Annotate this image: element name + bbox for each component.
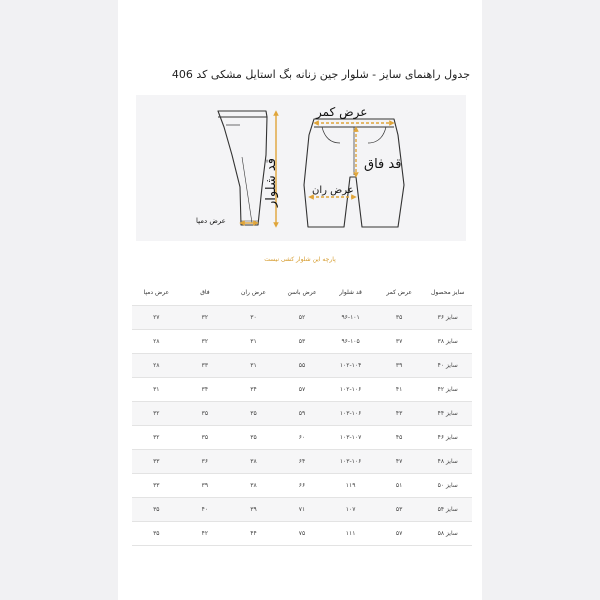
table-cell: ۳۲ <box>132 426 181 450</box>
table-cell: ۳۵ <box>132 498 181 522</box>
table-row <box>132 426 472 450</box>
hem-label: عرض دمپا <box>196 217 226 225</box>
table-cell: ۴۲ <box>181 522 230 546</box>
header-hip: عرض باسن <box>278 279 327 306</box>
front-view-pants <box>304 119 404 227</box>
table-cell: ۳۶ <box>181 450 230 474</box>
table-cell: سایز ۵۰ <box>423 474 472 498</box>
length-label: قد شلوار <box>264 158 279 207</box>
fabric-note: پارچه این شلوار کشی نیست <box>264 256 336 263</box>
table-cell: ۴۵ <box>375 426 424 450</box>
header-rise: فاق <box>181 279 230 306</box>
page-title: جدول راهنمای سایز - شلوار جین زنانه بگ استایل مشکی کد 406 <box>171 68 470 81</box>
table-cell: ۳۵ <box>229 402 278 426</box>
table-cell: ۶۴ <box>278 450 327 474</box>
table-cell: سایز ۴۴ <box>423 402 472 426</box>
table-cell: ۵۲ <box>278 306 327 330</box>
side-view-pants <box>218 111 267 225</box>
table-cell: ۲۸ <box>132 354 181 378</box>
table-cell: ۳۱ <box>132 378 181 402</box>
waist-label: عرض کمر <box>316 105 368 119</box>
table-cell: ۵۳ <box>375 498 424 522</box>
table-header-row <box>132 279 472 306</box>
table-cell: ۳۹ <box>229 498 278 522</box>
table-cell: ۲۷ <box>132 306 181 330</box>
table-row <box>132 306 472 330</box>
table-cell: سایز ۴۶ <box>423 426 472 450</box>
table-row <box>132 450 472 474</box>
table-cell: ۳۱ <box>229 354 278 378</box>
table-cell: ۱۰۲-۱۰۴ <box>326 354 375 378</box>
table-cell: ۳۵ <box>181 426 230 450</box>
header-length: قد شلوار <box>326 279 375 306</box>
table-cell: سایز ۴۸ <box>423 450 472 474</box>
table-cell: ۵۳ <box>278 330 327 354</box>
table-cell: ۲۸ <box>132 330 181 354</box>
table-cell: سایز ۴۰ <box>423 354 472 378</box>
table-cell: ۳۵ <box>229 426 278 450</box>
table-cell: ۴۴ <box>229 522 278 546</box>
table-cell: ۵۱ <box>375 474 424 498</box>
table-cell: ۳۸ <box>229 474 278 498</box>
table-cell: سایز ۳۸ <box>423 330 472 354</box>
table-row <box>132 522 472 546</box>
table-cell: ۱۰۳-۱۰۶ <box>326 402 375 426</box>
header-thigh: عرض ران <box>229 279 278 306</box>
table-cell: ۳۹ <box>375 354 424 378</box>
table-cell: ۴۰ <box>181 498 230 522</box>
table-row <box>132 498 472 522</box>
table-cell: ۳۵ <box>181 402 230 426</box>
table-cell: ۳۰ <box>229 306 278 330</box>
table-cell: ۳۴ <box>229 378 278 402</box>
header-hem: عرض دمپا <box>132 279 181 306</box>
table-cell: ۳۲ <box>132 402 181 426</box>
table-cell: ۷۱ <box>278 498 327 522</box>
table-row <box>132 474 472 498</box>
table-cell: ۱۱۹ <box>326 474 375 498</box>
table-cell: ۳۲ <box>181 306 230 330</box>
table-row <box>132 402 472 426</box>
pants-illustration <box>136 95 466 241</box>
table-cell: ۹۶-۱۰۵ <box>326 330 375 354</box>
table-cell: ۳۵ <box>375 306 424 330</box>
table-row <box>132 330 472 354</box>
table-cell: ۴۷ <box>375 450 424 474</box>
table-cell: ۴۱ <box>375 378 424 402</box>
table-cell: سایز ۳۶ <box>423 306 472 330</box>
table-cell: ۴۳ <box>375 402 424 426</box>
table-cell: سایز ۵۸ <box>423 522 472 546</box>
table-cell: ۳۲ <box>181 330 230 354</box>
table-row <box>132 354 472 378</box>
header-waist: عرض کمر <box>375 279 424 306</box>
table-cell: ۵۷ <box>375 522 424 546</box>
table-cell: ۶۶ <box>278 474 327 498</box>
table-cell: ۱۱۱ <box>326 522 375 546</box>
table-cell: ۳۹ <box>181 474 230 498</box>
table-cell: ۷۵ <box>278 522 327 546</box>
table-cell: ۶۰ <box>278 426 327 450</box>
right-background-strip <box>482 0 600 600</box>
size-diagram <box>136 95 466 241</box>
thigh-label: عرض ران <box>312 185 354 196</box>
table-cell: ۵۹ <box>278 402 327 426</box>
table-cell: ۳۷ <box>375 330 424 354</box>
header-size: سایز محصول <box>423 279 472 306</box>
table-cell: ۳۸ <box>229 450 278 474</box>
table-cell: ۳۴ <box>181 378 230 402</box>
left-background-strip <box>0 0 118 600</box>
table-row <box>132 378 472 402</box>
table-cell: ۱۰۲-۱۰۶ <box>326 378 375 402</box>
table-cell: ۳۳ <box>181 354 230 378</box>
rise-label: قد فاق <box>364 157 402 172</box>
table-cell: ۱۰۳-۱۰۷ <box>326 426 375 450</box>
table-cell: ۹۶-۱۰۱ <box>326 306 375 330</box>
table-cell: ۳۱ <box>229 330 278 354</box>
table-cell: ۱۰۳-۱۰۶ <box>326 450 375 474</box>
table-cell: ۵۷ <box>278 378 327 402</box>
table-cell: ۳۳ <box>132 474 181 498</box>
table-cell: ۵۵ <box>278 354 327 378</box>
table-cell: ۱۰۷ <box>326 498 375 522</box>
table-cell: ۳۳ <box>132 450 181 474</box>
table-cell: ۳۵ <box>132 522 181 546</box>
table-cell: سایز ۵۴ <box>423 498 472 522</box>
size-table <box>132 279 472 546</box>
table-cell: سایز ۴۲ <box>423 378 472 402</box>
